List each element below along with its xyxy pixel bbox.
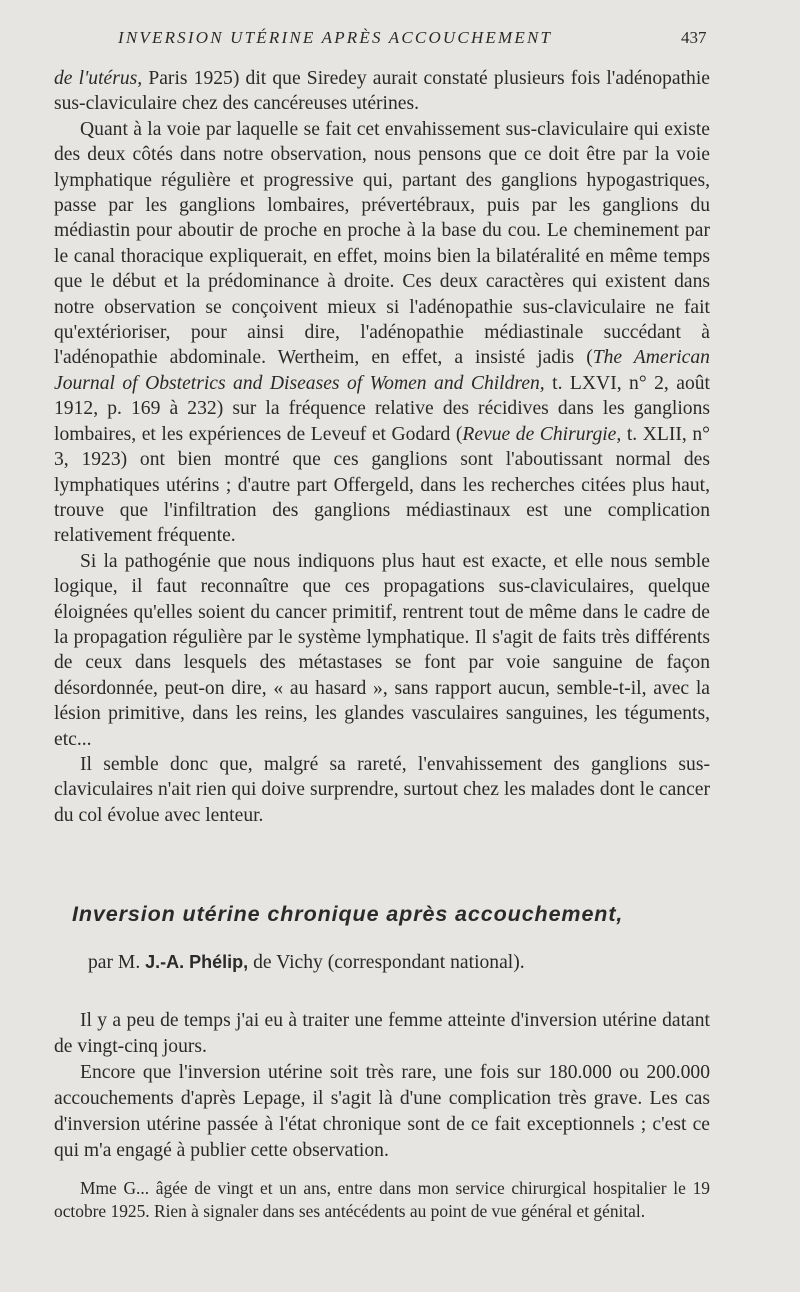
journal-citation-1: The American Journal of Obstetrics and Diseases of Women and Children, (54, 347, 710, 394)
byline-suffix: de Vichy (correspondant national). (248, 952, 525, 973)
continued-article-body (54, 66, 710, 828)
italic-title-fragment: de l'utérus, (54, 68, 143, 89)
running-title: INVERSION UTÉRINE APRÈS ACCOUCHEMENT (118, 28, 553, 47)
paragraph-1-text: Paris 1925) dit que Siredey aurait constaté plusieurs fois l'adénopathie sus-claviculaire chez des cancéreuses utérines. (54, 68, 710, 115)
paragraph-1 (54, 66, 710, 117)
new-article-body (54, 1008, 710, 1164)
paragraph-2-text-c: t. XLII, n° 3, 1923) ont bien montré que ces ganglions sont l'aboutissant normal des lymphatiques utérins ; d'autre part Offergeld, dans les recherches citées plus haut, trouve que l'infiltration des ganglions médiastinaux est une complication relativement fréquente. (54, 423, 710, 547)
observation-text (54, 1177, 710, 1222)
article-paragraph-2: Encore que l'inversion utérine soit très rare, une fois sur 180.000 ou 200.000 accouchements d'après Lepage, il s'agit là d'une complication très grave. Les cas d'inversion utérine passée à l'état chronique sont de ce fait exceptionnels ; c'est ce qui m'a engagé à publier cette observation. (54, 1062, 710, 1161)
paragraph-2 (54, 117, 710, 549)
paragraph-3: Si la pathogénie que nous indiquons plus haut est exacte, et elle nous semble logique, il faut reconnaître que ces propagations sus-claviculaires, quelque éloignées qu'elles soient du cancer primitif, rentrent tout de même dans le cadre de la propagation régulière par le système lymphatique. Il s'agit de faits très différents de ceux dans lesquels des métastases se font par voie sanguine de façon désordonnée, peut-on dire, « au hasard », sans rapport aucun, semble-t-il, avec la lésion primitive, dans les reins, les glandes vasculaires sanguines, les téguments, etc... (54, 550, 710, 750)
journal-citation-2: Revue de Chirurgie, (462, 423, 622, 445)
author-name: J.-A. Phélip, (145, 952, 249, 972)
page-number: 437 (681, 28, 707, 47)
paragraph-2-text-b: t. LXVI, n° 2, août 1912, p. 169 à 232) sur la fréquence relative des récidives dans les ganglions lombaires, et les expériences de Leveuf et Godard ( (54, 372, 710, 445)
running-head (0, 28, 800, 52)
paragraph-4: Il semble donc que, malgré sa rareté, l'envahissement des ganglions sus-claviculaires n'ait rien qui doive surprendre, surtout chez les malades dont le cancer du col évolue avec lenteur. (54, 753, 710, 826)
paragraph-2-text-a: Quant à la voie par laquelle se fait cet envahissement sus-claviculaire qui existe des deux côtés dans notre observation, nous pensons que ce doit être par la voie lymphatique régulière et progressive qui, partant des ganglions hypogastriques, passe par les ganglions lombaires, prévertébraux, puis par les ganglions du médiastin pour aboutir de proche en proche à la base du cou. Le cheminement par le canal thoracique expliquerait, en effet, moins bien la bilatéralité en même temps que le début et la prédominance à droite. Ces deux caractères qui existent dans notre observation se conçoivent mieux si l'adénopathie sus-claviculaire ne fait qu'extérioriser, pour ainsi dire, l'adénopathie médiastinale succédant à l'adénopathie abdominale. Wertheim, en effet, a insisté jadis ( (54, 118, 710, 369)
observation-paragraph: Mme G... âgée de vingt et un ans, entre dans mon service chirurgical hospitalier le 19 octobre 1925. Rien à signaler dans ses antécédents au point de vue général et génital. (54, 1178, 710, 1221)
byline (88, 952, 525, 974)
byline-prefix: par M. (88, 952, 146, 973)
article-paragraph-1: Il y a peu de temps j'ai eu à traiter une femme atteinte d'inversion utérine datant de vingt-cinq jours. (54, 1010, 710, 1057)
article-title: Inversion utérine chronique après accouchement, (72, 902, 624, 926)
